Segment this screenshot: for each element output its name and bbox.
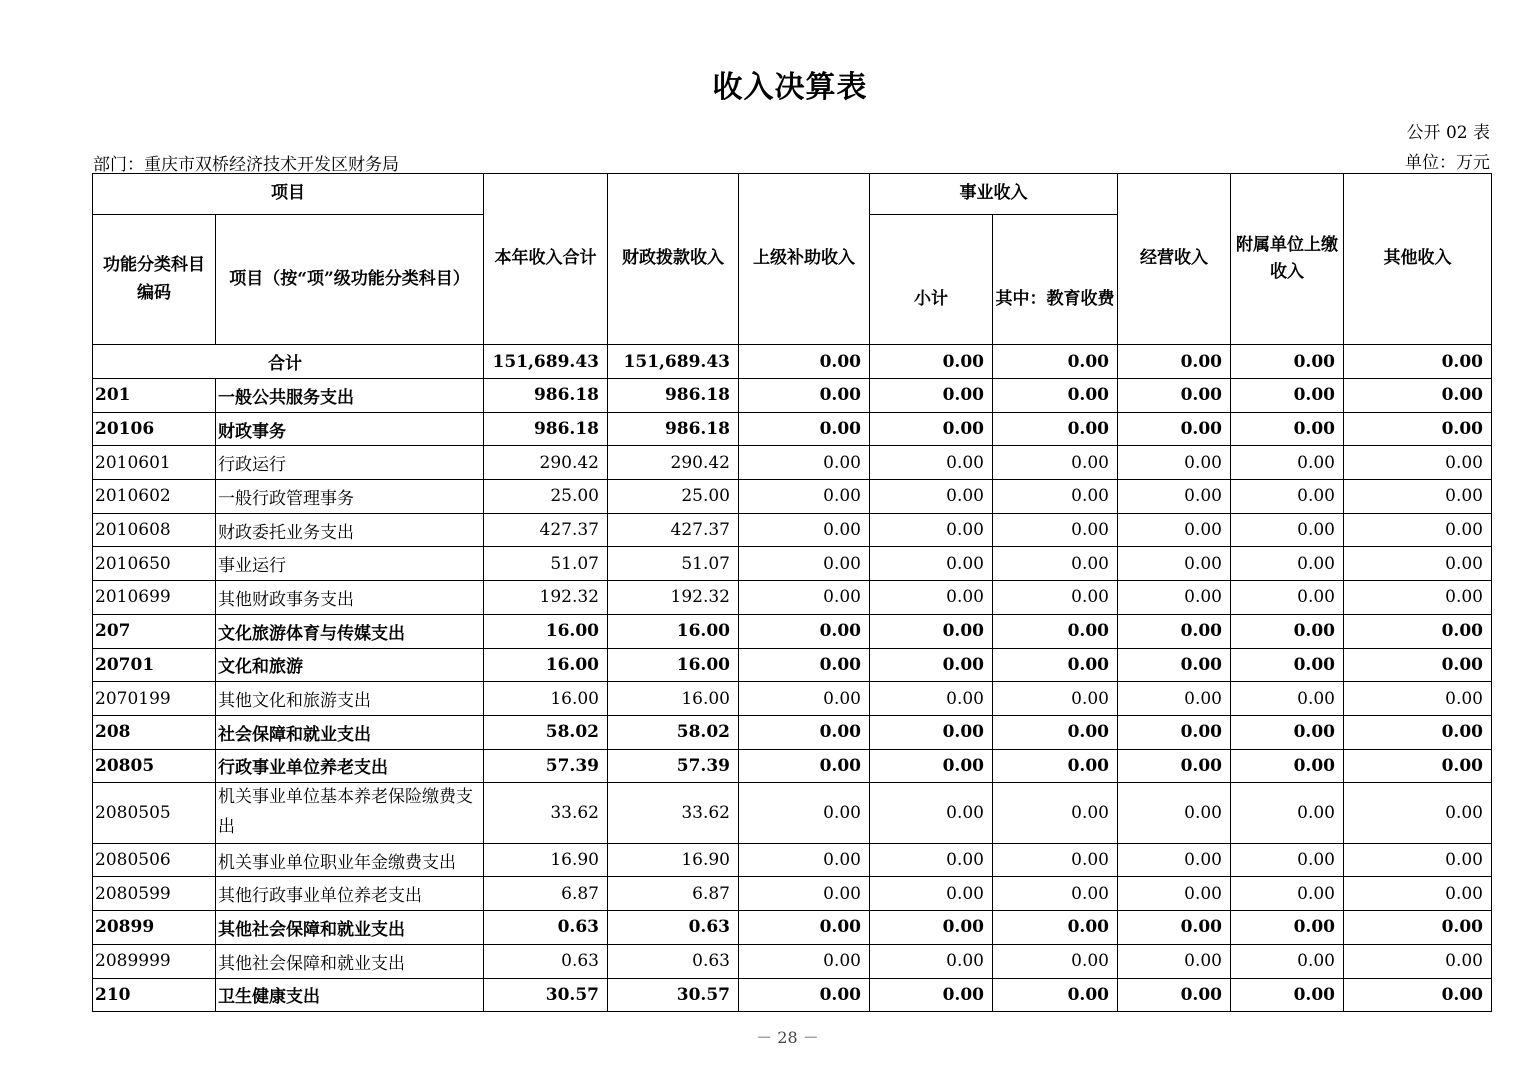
row-code: 2080599 [93, 877, 216, 911]
department-label: 部门：重庆市双桥经济技术开发区财务局 [93, 155, 399, 175]
row-value: 0.00 [870, 648, 993, 682]
row-value: 0.00 [993, 446, 1118, 480]
row-code: 20106 [93, 412, 216, 446]
row-value: 51.07 [484, 547, 608, 581]
row-value: 290.42 [484, 446, 608, 480]
row-value: 986.18 [484, 412, 608, 446]
row-value: 0.00 [870, 877, 993, 911]
row-code: 2080505 [93, 783, 216, 844]
row-value: 0.00 [870, 978, 993, 1012]
row-value: 0.63 [608, 944, 739, 978]
row-value: 0.00 [1231, 783, 1344, 844]
row-value: 0.00 [1118, 911, 1231, 945]
row-value: 0.00 [993, 783, 1118, 844]
header-affiliate: 附属单位上缴收入 [1231, 174, 1344, 345]
row-value: 0.00 [1118, 614, 1231, 648]
row-value: 0.00 [1118, 749, 1231, 783]
header-business: 事业收入 [870, 174, 1118, 215]
row-value: 0.00 [1344, 379, 1492, 413]
row-value: 0.00 [870, 379, 993, 413]
table-row [93, 749, 1492, 783]
row-value: 0.00 [1118, 682, 1231, 716]
row-name: 其他财政事务支出 [216, 581, 484, 615]
row-value: 192.32 [608, 581, 739, 615]
row-value: 57.39 [608, 749, 739, 783]
row-name: 事业运行 [216, 547, 484, 581]
row-value: 0.00 [993, 513, 1118, 547]
row-name: 社会保障和就业支出 [216, 715, 484, 749]
row-value: 0.00 [993, 379, 1118, 413]
row-value: 0.00 [1344, 715, 1492, 749]
row-value: 0.00 [1118, 648, 1231, 682]
header-education: 其中：教育收费 [993, 215, 1118, 345]
row-value: 0.00 [739, 412, 870, 446]
table-body [93, 345, 1492, 1012]
row-value: 290.42 [608, 446, 739, 480]
row-value: 0.00 [1231, 648, 1344, 682]
row-name: 卫生健康支出 [216, 978, 484, 1012]
header-fiscal: 财政拨款收入 [608, 174, 739, 345]
table-row [93, 412, 1492, 446]
row-name: 行政运行 [216, 446, 484, 480]
row-value: 0.00 [1231, 944, 1344, 978]
row-code: 2070199 [93, 682, 216, 716]
row-name: 财政委托业务支出 [216, 513, 484, 547]
row-value: 33.62 [484, 783, 608, 844]
row-value: 0.00 [739, 480, 870, 514]
row-value: 0.00 [1344, 513, 1492, 547]
row-value: 0.00 [1344, 446, 1492, 480]
row-name: 其他行政事业单位养老支出 [216, 877, 484, 911]
row-value: 0.00 [993, 480, 1118, 514]
row-value: 0.00 [1118, 513, 1231, 547]
row-value: 0.00 [993, 648, 1118, 682]
row-value: 6.87 [608, 877, 739, 911]
form-number: 公开 02 表 [1406, 123, 1490, 143]
row-value: 0.00 [993, 978, 1118, 1012]
row-value: 0.00 [1231, 480, 1344, 514]
row-value: 0.00 [1344, 682, 1492, 716]
row-value: 0.00 [1231, 379, 1344, 413]
row-code: 201 [93, 379, 216, 413]
row-value: 25.00 [484, 480, 608, 514]
row-value: 0.00 [870, 843, 993, 877]
row-value: 0.00 [870, 614, 993, 648]
income-table [92, 173, 1492, 1012]
row-value: 25.00 [608, 480, 739, 514]
row-value: 0.00 [1344, 944, 1492, 978]
row-value: 0.00 [739, 682, 870, 716]
table-row [93, 547, 1492, 581]
row-value: 0.00 [1344, 648, 1492, 682]
row-value: 0.00 [739, 843, 870, 877]
row-value: 51.07 [608, 547, 739, 581]
row-value: 0.00 [1344, 581, 1492, 615]
page-title: 收入决算表 [712, 70, 868, 105]
table-row [93, 843, 1492, 877]
total-row [93, 345, 1492, 379]
total-value: 0.00 [1118, 345, 1231, 379]
row-value: 0.00 [1118, 547, 1231, 581]
table-row [93, 614, 1492, 648]
row-value: 0.00 [1118, 379, 1231, 413]
total-value: 151,689.43 [608, 345, 739, 379]
row-value: 0.00 [1231, 412, 1344, 446]
row-value: 0.00 [1118, 843, 1231, 877]
row-value: 0.00 [1231, 843, 1344, 877]
row-value: 0.00 [739, 749, 870, 783]
row-value: 16.00 [608, 682, 739, 716]
row-name: 机关事业单位职业年金缴费支出 [216, 843, 484, 877]
row-value: 30.57 [608, 978, 739, 1012]
row-name: 其他文化和旅游支出 [216, 682, 484, 716]
row-value: 0.00 [993, 547, 1118, 581]
row-value: 986.18 [484, 379, 608, 413]
row-value: 0.00 [1231, 614, 1344, 648]
row-code: 2010601 [93, 446, 216, 480]
row-name: 财政事务 [216, 412, 484, 446]
header-other: 其他收入 [1344, 174, 1492, 345]
row-value: 0.00 [1231, 547, 1344, 581]
row-value: 0.00 [739, 944, 870, 978]
row-value: 986.18 [608, 412, 739, 446]
row-value: 0.00 [1118, 783, 1231, 844]
row-value: 0.00 [1231, 749, 1344, 783]
table-row [93, 877, 1492, 911]
row-value: 0.00 [870, 911, 993, 945]
row-value: 0.00 [870, 944, 993, 978]
total-value: 0.00 [870, 345, 993, 379]
row-code: 20805 [93, 749, 216, 783]
row-value: 0.00 [870, 749, 993, 783]
row-value: 0.00 [1118, 581, 1231, 615]
row-value: 16.00 [484, 614, 608, 648]
row-value: 0.00 [739, 446, 870, 480]
header-total: 本年收入合计 [484, 174, 608, 345]
table-row [93, 682, 1492, 716]
row-name: 文化和旅游 [216, 648, 484, 682]
row-value: 0.00 [870, 480, 993, 514]
row-value: 0.00 [993, 614, 1118, 648]
row-value: 0.00 [993, 843, 1118, 877]
row-code: 2010608 [93, 513, 216, 547]
row-value: 16.00 [484, 682, 608, 716]
row-code: 2010602 [93, 480, 216, 514]
row-value: 0.00 [739, 715, 870, 749]
table-row [93, 944, 1492, 978]
total-value: 151,689.43 [484, 345, 608, 379]
table-row [93, 379, 1492, 413]
row-value: 58.02 [484, 715, 608, 749]
row-value: 0.00 [739, 547, 870, 581]
row-value: 0.00 [870, 513, 993, 547]
row-value: 0.00 [993, 877, 1118, 911]
row-code: 20701 [93, 648, 216, 682]
table-row [93, 911, 1492, 945]
header-subtotal: 小计 [870, 215, 993, 345]
row-value: 16.00 [608, 614, 739, 648]
row-code: 2080506 [93, 843, 216, 877]
row-value: 0.00 [1118, 412, 1231, 446]
row-value: 16.00 [484, 648, 608, 682]
row-value: 0.00 [739, 783, 870, 844]
row-value: 57.39 [484, 749, 608, 783]
table-row [93, 783, 1492, 844]
row-code: 2010650 [93, 547, 216, 581]
row-name: 行政事业单位养老支出 [216, 749, 484, 783]
header-operating: 经营收入 [1118, 174, 1231, 345]
header-code: 功能分类科目编码 [93, 215, 216, 345]
row-value: 16.90 [608, 843, 739, 877]
row-value: 16.90 [484, 843, 608, 877]
row-value: 427.37 [484, 513, 608, 547]
row-value: 0.00 [993, 412, 1118, 446]
row-value: 0.00 [739, 648, 870, 682]
row-value: 0.00 [870, 783, 993, 844]
header-superior: 上级补助收入 [739, 174, 870, 345]
row-code: 2010699 [93, 581, 216, 615]
row-value: 0.00 [1231, 513, 1344, 547]
row-value: 0.00 [1344, 783, 1492, 844]
header-project: 项目 [93, 174, 484, 215]
table-row [93, 480, 1492, 514]
total-value: 0.00 [1231, 345, 1344, 379]
table-row [93, 446, 1492, 480]
row-value: 0.63 [484, 944, 608, 978]
row-value: 0.00 [1118, 446, 1231, 480]
row-value: 0.00 [993, 715, 1118, 749]
row-code: 208 [93, 715, 216, 749]
row-value: 0.00 [993, 581, 1118, 615]
total-value: 0.00 [1344, 345, 1492, 379]
row-value: 0.00 [1344, 614, 1492, 648]
row-value: 0.00 [870, 715, 993, 749]
row-value: 0.63 [484, 911, 608, 945]
unit-label: 单位：万元 [1405, 153, 1490, 173]
row-value: 192.32 [484, 581, 608, 615]
row-value: 427.37 [608, 513, 739, 547]
row-value: 0.00 [1344, 480, 1492, 514]
row-value: 0.00 [1118, 978, 1231, 1012]
row-value: 0.00 [1231, 877, 1344, 911]
row-name: 一般行政管理事务 [216, 480, 484, 514]
row-value: 30.57 [484, 978, 608, 1012]
row-value: 0.00 [1118, 715, 1231, 749]
row-value: 0.00 [1344, 843, 1492, 877]
row-value: 0.00 [739, 877, 870, 911]
row-value: 0.00 [1344, 877, 1492, 911]
row-value: 6.87 [484, 877, 608, 911]
row-value: 0.00 [993, 944, 1118, 978]
row-code: 207 [93, 614, 216, 648]
row-code: 20899 [93, 911, 216, 945]
row-name: 一般公共服务支出 [216, 379, 484, 413]
row-value: 0.00 [870, 581, 993, 615]
total-value: 0.00 [993, 345, 1118, 379]
row-value: 0.00 [739, 614, 870, 648]
row-value: 0.63 [608, 911, 739, 945]
row-value: 0.00 [993, 749, 1118, 783]
total-label: 合计 [93, 345, 484, 379]
row-value: 0.00 [739, 911, 870, 945]
row-value: 0.00 [870, 446, 993, 480]
table-row [93, 715, 1492, 749]
row-value: 0.00 [1231, 911, 1344, 945]
row-value: 58.02 [608, 715, 739, 749]
row-value: 0.00 [1231, 446, 1344, 480]
table-row [93, 513, 1492, 547]
row-value: 0.00 [993, 911, 1118, 945]
table-row [93, 978, 1492, 1012]
row-value: 0.00 [1344, 978, 1492, 1012]
row-code: 2089999 [93, 944, 216, 978]
row-name: 其他社会保障和就业支出 [216, 911, 484, 945]
row-value: 0.00 [1344, 911, 1492, 945]
row-value: 0.00 [1231, 715, 1344, 749]
page-number: － 28 － [756, 1028, 819, 1047]
row-code: 210 [93, 978, 216, 1012]
table-row [93, 581, 1492, 615]
row-value: 0.00 [739, 379, 870, 413]
row-value: 0.00 [739, 978, 870, 1012]
row-value: 0.00 [870, 682, 993, 716]
row-value: 0.00 [870, 547, 993, 581]
row-value: 0.00 [1231, 682, 1344, 716]
header-name: 项目（按“项”级功能分类科目） [216, 215, 484, 345]
row-name: 机关事业单位基本养老保险缴费支出 [216, 783, 484, 844]
row-value: 0.00 [1344, 547, 1492, 581]
row-value: 33.62 [608, 783, 739, 844]
row-value: 0.00 [1231, 581, 1344, 615]
row-value: 0.00 [1118, 877, 1231, 911]
row-value: 986.18 [608, 379, 739, 413]
table-row [93, 648, 1492, 682]
row-value: 0.00 [1344, 412, 1492, 446]
row-value: 0.00 [1344, 749, 1492, 783]
row-value: 0.00 [1118, 480, 1231, 514]
row-value: 0.00 [1118, 944, 1231, 978]
row-name: 其他社会保障和就业支出 [216, 944, 484, 978]
row-value: 0.00 [739, 513, 870, 547]
row-value: 0.00 [1231, 978, 1344, 1012]
row-value: 0.00 [739, 581, 870, 615]
row-name: 文化旅游体育与传媒支出 [216, 614, 484, 648]
total-value: 0.00 [739, 345, 870, 379]
row-value: 16.00 [608, 648, 739, 682]
row-value: 0.00 [870, 412, 993, 446]
row-value: 0.00 [993, 682, 1118, 716]
